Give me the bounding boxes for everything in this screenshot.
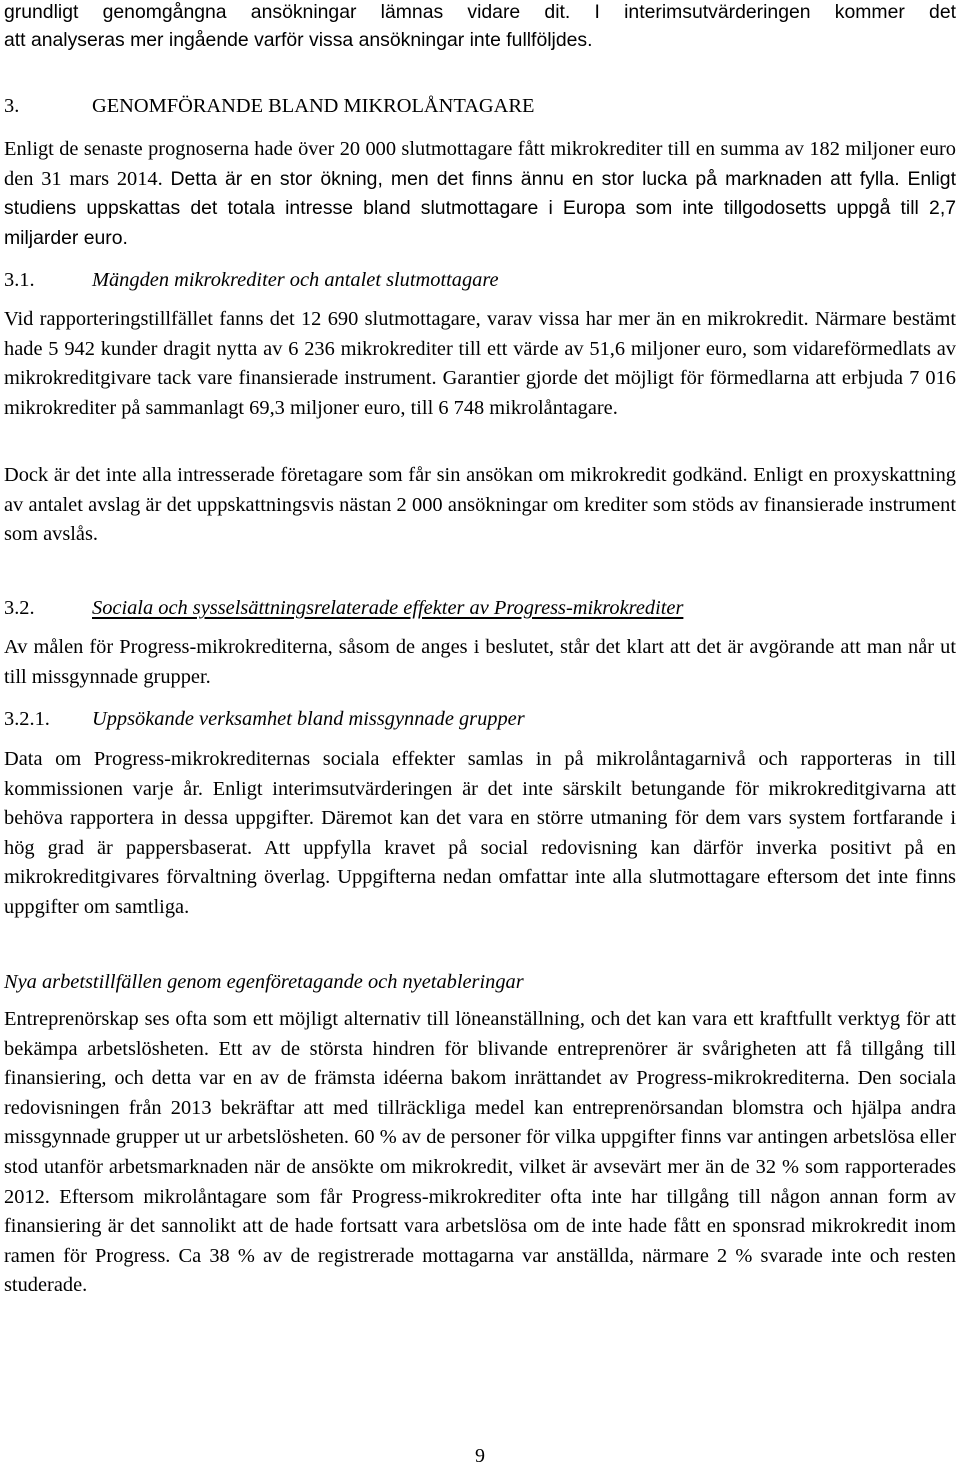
page-number: 9: [475, 1445, 485, 1467]
section-3-1-para-a: Vid rapporteringstillfället fanns det 12 690 slutmottagare, varav vissa har mer än en mikrokredit.: [4, 308, 809, 330]
final-paragraph: Entreprenörskap ses ofta som ett möjligt alternativ till löneanställning, och det kan vara ett kraftfullt verktyg för att bekämpa arbetslösheten. Ett av de största hindren för blivande entreprenörer är svårigheten att få tillgång till finansiering, och detta var en av de främsta idéerna bakom inrättandet av Progress-mikrokrediterna. Den sociala redovisningen från 2013 bekräftar att med tillräckliga medel kan entreprenörsandan blomstra och hjälpa andra missgynnade grupper ut ur arbetslösheten. 60 % av de personer för vilka uppgifter finns var antingen arbetslösa eller stod utanför arbetsmarknaden när de ansökte om mikrokredit, vilket är avsevärt mer än de 32 % som rapporterades 2012. Eftersom mikrolåntagare som får Progress-mikrokrediter ofta inte har tillgång till någon annan form av finansiering är det sannolikt att de hade fortsatt vara arbetslösa om de inte hade fått en sponsrad mikrokredit inom ramen för Progress. Ca 38 % av de registrerade mottagarna var anställda, närmare 2 % svarade inte och resten studerade.: [4, 1008, 956, 1297]
intro-paragraph-line-2: [4, 26, 956, 56]
section-3-para-c: Enligt studiens uppskattas det totala intresse bland slutmottagare i Europa som inte tillgodosetts uppgå till 2,7 miljarder euro.: [4, 167, 956, 249]
intro-line-2: att analyseras mer ingående varför vissa ansökningar inte fullföljdes.: [4, 29, 593, 51]
section-3-title: GENOMFÖRANDE BLAND MIKROLÅNTAGARE: [92, 95, 535, 117]
section-3-1-title: Mängden mikrokrediter och antalet slutmottagare: [92, 269, 499, 291]
section-3-number: 3.: [4, 95, 20, 117]
section-3-2-1-paragraph: Data om Progress-mikrokrediternas sociala effekter samlas in på mikrolåntagarnivå och rapporteras in till kommissionen varje år. Enligt interimsutvärderingen är det inte särskilt betungande för mikrokreditgivarna att behöva rapportera in dessa uppgifter. Däremot kan det vara en större utmaning för dem vars system fortfarande i hög grad är pappersbaserat. Att uppfylla kravet på social redovisning kan därför inverka positivt på en mikrokreditgivares förvaltning överlag. Uppgifterna nedan omfattar inte alla slutmottagare eftersom det inte finns uppgifter om samtliga.: [4, 748, 956, 918]
intro-line-1: grundligt genomgångna ansökningar lämnas vidare dit. I interimsutvärderingen kommer det: [4, 1, 956, 23]
section-3-1-heading: [4, 266, 956, 296]
section-3-1-para-c: Garantier gjorde det möjligt för förmedlarna att erbjuda 7 016 mikrokrediter på sammanlagt 69,3 miljoner euro, till 6 748 mikrolåntagare.: [4, 367, 956, 419]
section-3-2-1-heading: [4, 705, 956, 735]
section-3-para-b: Detta är en stor ökning, men det finns ännu en stor lucka på marknaden att fylla.: [170, 167, 900, 190]
section-3-para-a: Enligt de senaste prognoserna hade över 20 000 slutmottagare fått mikrokrediter till en summa av 182 miljoner euro den 31 mars 2014.: [4, 138, 956, 190]
section-3-2-title: Sociala och sysselsättningsrelaterade effekter av Progress-mikrokrediter: [92, 597, 684, 619]
section-3-2-heading: [4, 594, 956, 624]
section-3-2-paragraph: Av målen för Progress-mikrokrediterna, såsom de anges i beslutet, står det klart att det är avgörande att man når ut till missgynnade grupper.: [4, 636, 956, 688]
intro-paragraph: [4, 0, 956, 28]
section-3-heading: [4, 92, 956, 122]
section-3-2-1-number: 3.2.1.: [4, 708, 50, 730]
section-3-2-number: 3.2.: [4, 597, 35, 619]
section-3-2-1-title: Uppsökande verksamhet bland missgynnade grupper: [92, 708, 525, 730]
section-3-1-para-b: Närmare bestämt hade 5 942 kunder dragit nytta av 6 236 mikrokrediter till ett värde av 51,6 miljoner euro, som vidareförmedlats av mikrokreditgivare tack vare finansierade instrument.: [4, 308, 956, 390]
section-3-paragraph: [4, 135, 956, 253]
section-3-1-paragraph-2: Dock är det inte alla intresserade företagare som får sin ansökan om mikrokredit godkänd. Enligt en proxyskattning av antalet avslag är det uppskattningsvis nästan 2 000 ansökningar om krediter som stöds av finansierade instrument som avslås.: [4, 464, 956, 546]
section-3-1-paragraph-1: [4, 305, 956, 423]
section-3-1-number: 3.1.: [4, 269, 35, 291]
subheading: Nya arbetstillfällen genom egenföretagande och nyetableringar: [4, 971, 524, 993]
